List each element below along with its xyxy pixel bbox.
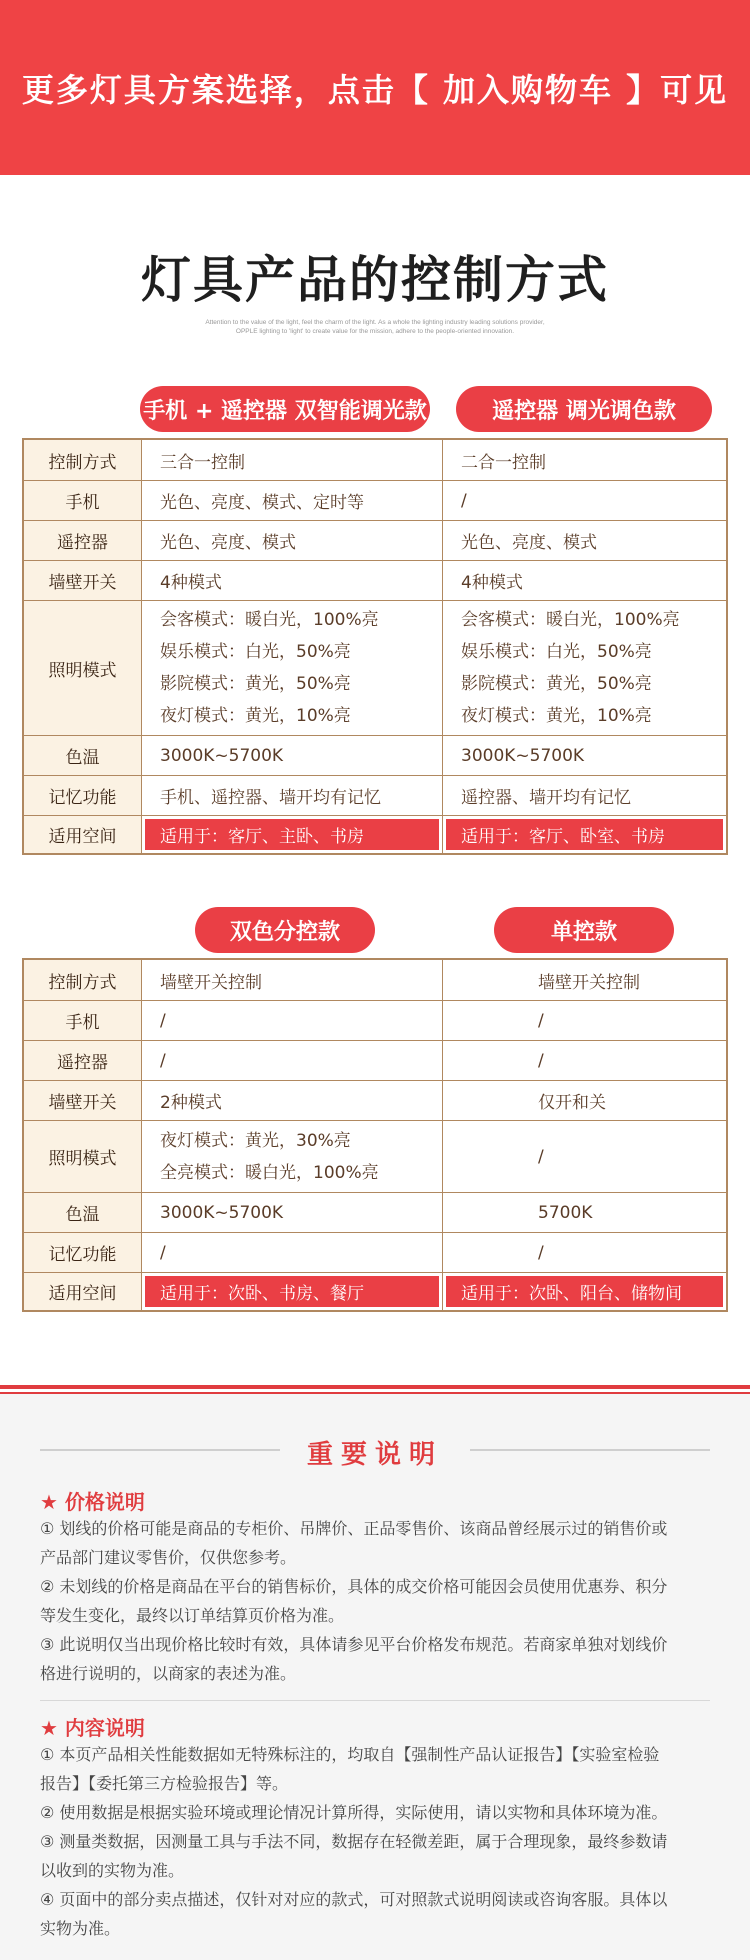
cell-col2: 二合一控制 xyxy=(461,452,546,473)
row-label: 适用空间 xyxy=(24,1273,142,1310)
row-label: 遥控器 xyxy=(24,521,142,560)
mode-line: 会客模式：暖白光，100%亮 xyxy=(160,610,379,630)
price-line: ② 未划线的价格是商品在平台的销售标价，具体的成交价格可能因会员使用优惠券、积分 xyxy=(40,1577,668,1596)
price-section-heading: ★ 价格说明 xyxy=(40,1490,145,1514)
row-label: 手机 xyxy=(24,1001,142,1040)
row-label: 照明模式 xyxy=(24,1121,142,1192)
table-row xyxy=(24,815,726,853)
cell-col2: / xyxy=(538,1242,544,1263)
table-row xyxy=(24,600,726,735)
row-label: 手机 xyxy=(24,481,142,520)
content-line: ④ 页面中的部分卖点描述，仅针对对应的款式，可对照款式说明阅读或咨询客服。具体以 xyxy=(40,1890,668,1909)
content-line: ② 使用数据是根据实验环境或理论情况计算所得，实际使用，请以实物和具体环境为准。 xyxy=(40,1803,668,1822)
row-label: 照明模式 xyxy=(24,601,142,735)
cell-col1: 3000K~5700K xyxy=(142,736,443,775)
table-row xyxy=(24,440,726,480)
subtitle-line-1: Attention to the value of the light, feel the charm of the light. As a whole the lighting industry leading solutions provider, xyxy=(205,319,545,326)
cell-col1: 光色、亮度、模式、定时等 xyxy=(142,481,443,520)
table-row xyxy=(24,1040,726,1080)
cell-col1: 3000K~5700K xyxy=(142,1193,443,1232)
price-line: 等发生变化，最终以订单结算页价格为准。 xyxy=(40,1606,345,1625)
pill-dual-smart: 手机 + 遥控器 双智能调光款 xyxy=(140,386,430,432)
cell-col2 xyxy=(443,601,726,735)
banner-text: 更多灯具方案选择，点击【 加入购物车 】可见 xyxy=(21,70,729,109)
mode-line: 夜灯模式：黄光，10%亮 xyxy=(461,706,652,726)
pill-single-control: 单控款 xyxy=(494,907,674,953)
cell-col2: 3000K~5700K xyxy=(461,745,585,766)
mode-line: 全亮模式：暖白光，100%亮 xyxy=(160,1162,379,1183)
cell-col2 xyxy=(443,816,726,853)
price-line: 产品部门建议零售价，仅供您参考。 xyxy=(40,1548,297,1567)
notes-separator xyxy=(40,1700,710,1701)
row-label: 遥控器 xyxy=(24,1041,142,1080)
cell-col1: 墙壁开关控制 xyxy=(142,960,443,1000)
cell-col1 xyxy=(142,1121,443,1192)
mode-line: 会客模式：暖白光，100%亮 xyxy=(461,610,680,630)
row-label: 色温 xyxy=(24,736,142,775)
cell-col1 xyxy=(142,816,443,853)
cell-col1: 2种模式 xyxy=(142,1081,443,1120)
important-notes xyxy=(0,1394,750,1960)
cell-col2: / xyxy=(538,1146,544,1167)
mode-line: 娱乐模式：白光，50%亮 xyxy=(461,642,652,662)
table-row xyxy=(24,560,726,600)
cell-col1 xyxy=(142,601,443,735)
content-line: ① 本页产品相关性能数据如无特殊标注的，均取自【强制性产品认证报告】【实验室检验 xyxy=(40,1745,660,1764)
space-highlight: 适用于：次卧、书房、餐厅 xyxy=(145,1276,439,1307)
cell-col1: 光色、亮度、模式 xyxy=(142,521,443,560)
row-label: 适用空间 xyxy=(24,816,142,853)
row-label: 记忆功能 xyxy=(24,1233,142,1272)
space-highlight: 适用于：客厅、卧室、书房 xyxy=(446,819,723,850)
table-row xyxy=(24,1232,726,1272)
cell-col2: 4种模式 xyxy=(461,573,523,593)
price-line: 格进行说明的，以商家的表述为准。 xyxy=(40,1664,297,1683)
content-line: 报告】【委托第三方检验报告】等。 xyxy=(40,1774,289,1793)
table-row xyxy=(24,775,726,815)
pill-dual-color: 双色分控款 xyxy=(195,907,375,953)
row-label: 控制方式 xyxy=(24,960,142,1000)
table-row xyxy=(24,735,726,775)
cell-col1: 4种模式 xyxy=(142,561,443,600)
table-row xyxy=(24,1000,726,1040)
space-highlight: 适用于：客厅、主卧、书房 xyxy=(145,819,439,850)
section-divider xyxy=(0,1385,750,1389)
cell-col1 xyxy=(142,1273,443,1310)
row-label: 控制方式 xyxy=(24,440,142,480)
subtitle-line-2: OPPLE lighting to 'light' to create value for the mission, adhere to the people-oriented innovation. xyxy=(235,328,515,335)
row-label: 墙壁开关 xyxy=(24,561,142,600)
cell-col2: 仅开和关 xyxy=(538,1093,606,1113)
table-row xyxy=(24,1272,726,1310)
mode-line: 娱乐模式：白光，50%亮 xyxy=(160,642,351,662)
space-highlight: 适用于：次卧、阳台、储物间 xyxy=(446,1276,723,1307)
row-label: 墙壁开关 xyxy=(24,1081,142,1120)
price-line: ③ 此说明仅当出现价格比较时有效，具体请参见平台价格发布规范。若商家单独对划线价 xyxy=(40,1635,668,1654)
row-label: 色温 xyxy=(24,1193,142,1232)
control-table-2 xyxy=(22,958,728,1312)
cell-col2: 墙壁开关控制 xyxy=(538,972,640,993)
mode-line: 影院模式：黄光，50%亮 xyxy=(160,674,351,694)
table-row xyxy=(24,1080,726,1120)
cell-col2: / xyxy=(461,490,467,511)
price-section-body xyxy=(40,1514,715,1688)
mode-line: 影院模式：黄光，50%亮 xyxy=(461,674,652,694)
cell-col1: / xyxy=(142,1001,443,1040)
table-row xyxy=(24,960,726,1000)
cell-col1: / xyxy=(142,1041,443,1080)
mode-line: 夜灯模式：黄光，30%亮 xyxy=(160,1130,351,1151)
top-banner xyxy=(0,0,750,175)
cell-col1: / xyxy=(142,1233,443,1272)
control-table-1 xyxy=(22,438,728,855)
table-row xyxy=(24,480,726,520)
content-line: 以收到的实物为准。 xyxy=(40,1861,185,1880)
cell-col2: / xyxy=(538,1050,544,1071)
table-row xyxy=(24,1120,726,1192)
pill-remote-tunable: 遥控器 调光调色款 xyxy=(456,386,712,432)
table-row xyxy=(24,520,726,560)
cell-col2: 光色、亮度、模式 xyxy=(461,533,597,553)
cell-col1: 三合一控制 xyxy=(142,440,443,480)
content-line: ③ 测量类数据，因测量工具与手法不同，数据存在轻微差距，属于合理现象，最终参数请 xyxy=(40,1832,668,1851)
notes-title: 重要说明 xyxy=(306,1440,443,1470)
page-title: 灯具产品的控制方式 xyxy=(141,251,609,309)
cell-col2: 5700K xyxy=(538,1202,593,1223)
mode-line: 夜灯模式：黄光，10%亮 xyxy=(160,706,351,726)
title-rule-right xyxy=(470,1449,710,1451)
content-line: 实物为准。 xyxy=(40,1919,121,1938)
content-section-heading: ★ 内容说明 xyxy=(40,1716,145,1740)
cell-col2: 遥控器、墙开均有记忆 xyxy=(461,788,631,808)
row-label: 记忆功能 xyxy=(24,776,142,815)
content-section-body xyxy=(40,1740,715,1943)
cell-col2: / xyxy=(538,1010,544,1031)
price-line: ① 划线的价格可能是商品的专柜价、吊牌价、正品零售价、该商品曾经展示过的销售价或 xyxy=(40,1519,668,1538)
cell-col2 xyxy=(443,1273,726,1310)
cell-col1: 手机、遥控器、墙开均有记忆 xyxy=(142,776,443,815)
table-row xyxy=(24,1192,726,1232)
